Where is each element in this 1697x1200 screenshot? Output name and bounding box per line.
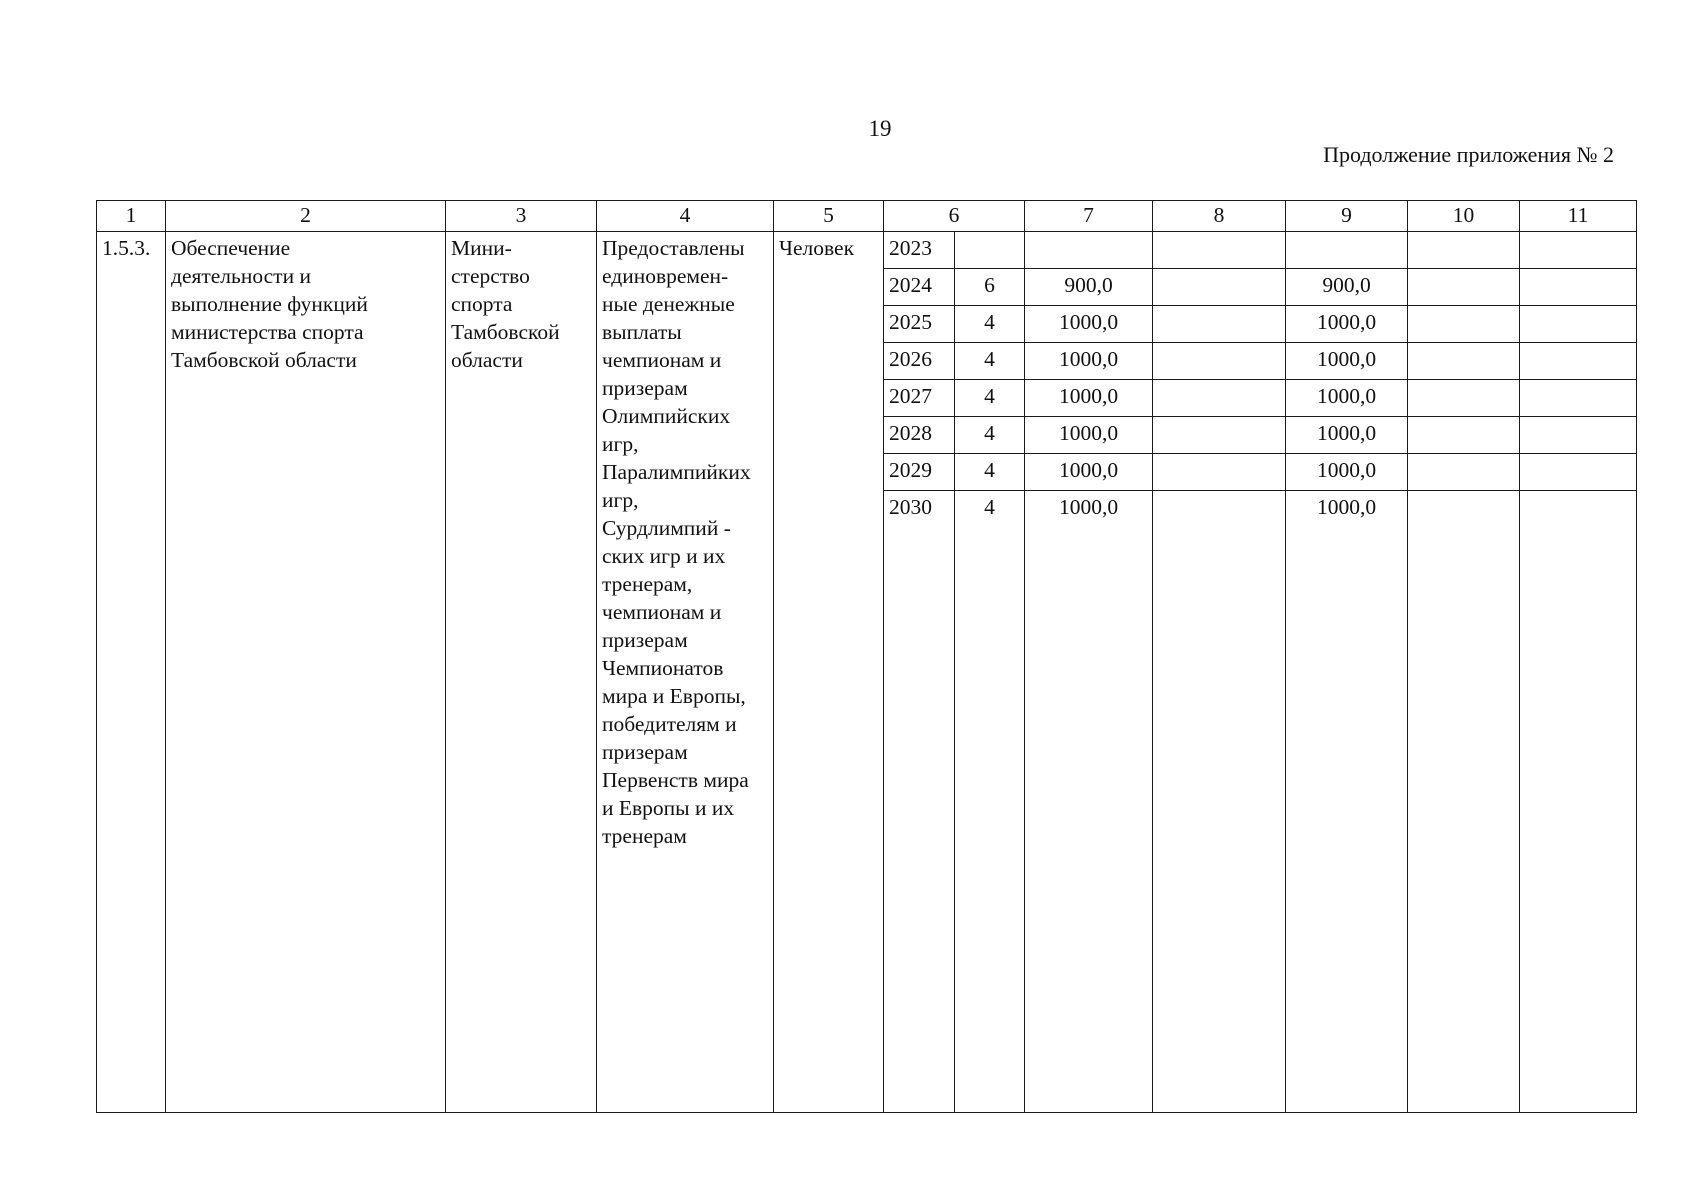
col9-cell: 1000,0 [1286,491,1408,1113]
col11-cell [1520,417,1637,454]
item-result-line: мира и Европы, [602,684,746,708]
appendix-continuation-note: Продолжение приложения № 2 [1323,142,1614,167]
year-cell: 2026 [884,343,955,380]
col8-cell [1153,343,1286,380]
col8-cell [1153,269,1286,306]
count-cell: 4 [955,417,1025,454]
col9-cell: 900,0 [1286,269,1408,306]
header-col-6: 6 [884,201,1025,232]
col7-cell: 1000,0 [1025,306,1153,343]
header-col-7: 7 [1025,201,1153,232]
item-result-line: призерам [602,628,688,652]
col7-cell: 900,0 [1025,269,1153,306]
item-result-line: Предоставлены [602,236,745,260]
year-cell: 2028 [884,417,955,454]
item-result-line: победителям и [602,712,737,736]
count-cell: 6 [955,269,1025,306]
count-cell: 4 [955,454,1025,491]
col11-cell [1520,232,1637,269]
col7-cell: 1000,0 [1025,380,1153,417]
item-name [166,232,446,1113]
col8-cell [1153,454,1286,491]
header-col-3: 3 [446,201,597,232]
item-executor-line: спорта [451,292,513,316]
item-result-line: тренерам, [602,572,693,596]
item-result-line: единовремен- [602,264,729,288]
year-cell: 2023 [884,232,955,269]
item-result-line: игр, [602,432,639,456]
col9-cell [1286,232,1408,269]
item-executor-line: области [451,348,523,372]
count-cell: 4 [955,380,1025,417]
col10-cell [1408,491,1520,1113]
item-result-line: и Европы и их [602,796,735,820]
year-cell: 2027 [884,380,955,417]
col7-cell: 1000,0 [1025,454,1153,491]
item-unit: Человек [774,232,884,1113]
item-result-line: ные денежные [602,292,735,316]
col11-cell [1520,491,1637,1113]
item-executor [446,232,597,1113]
col10-cell [1408,454,1520,491]
col9-cell: 1000,0 [1286,417,1408,454]
col9-cell: 1000,0 [1286,454,1408,491]
header-col-10: 10 [1408,201,1520,232]
item-result-line: Паралимпийких [602,460,751,484]
col8-cell [1153,491,1286,1113]
count-cell: 4 [955,306,1025,343]
col10-cell [1408,380,1520,417]
col11-cell [1520,380,1637,417]
col7-cell: 1000,0 [1025,417,1153,454]
table-row [97,232,1637,269]
item-result-line: выплаты [602,320,682,344]
year-cell: 2024 [884,269,955,306]
col8-cell [1153,417,1286,454]
col10-cell [1408,269,1520,306]
col10-cell [1408,343,1520,380]
item-result-line: игр, [602,488,639,512]
col8-cell [1153,232,1286,269]
col7-cell: 1000,0 [1025,491,1153,1113]
col9-cell: 1000,0 [1286,306,1408,343]
col9-cell: 1000,0 [1286,343,1408,380]
item-result-line: призерам [602,376,688,400]
header-col-2: 2 [166,201,446,232]
col11-cell [1520,269,1637,306]
count-cell: 4 [955,491,1025,1113]
item-result-line: ских игр и их [602,544,726,568]
col8-cell [1153,380,1286,417]
year-cell: 2030 [884,491,955,1113]
header-col-4: 4 [597,201,774,232]
year-cell: 2029 [884,454,955,491]
item-executor-line: Тамбовской [451,320,560,344]
col7-cell: 1000,0 [1025,343,1153,380]
item-result-line: Чемпионатов [602,656,724,680]
item-result-line: Первенств мира [602,768,749,792]
col10-cell [1408,306,1520,343]
page-number: 19 [868,116,892,141]
item-executor-line: Мини- [451,236,512,260]
appendix-table [96,200,1637,1113]
item-name-line: выполнение функций [171,292,368,316]
header-row [97,201,1637,232]
item-result-line: тренерам [602,824,687,848]
item-result-line: чемпионам и [602,600,722,624]
header-col-1: 1 [97,201,166,232]
header-col-9: 9 [1286,201,1408,232]
header-col-8: 8 [1153,201,1286,232]
col11-cell [1520,306,1637,343]
item-result [597,232,774,1113]
item-name-line: деятельности и [171,264,311,288]
col10-cell [1408,417,1520,454]
year-cell: 2025 [884,306,955,343]
item-result-line: чемпионам и [602,348,722,372]
item-result-line: Олимпийских [602,404,731,428]
col9-cell: 1000,0 [1286,380,1408,417]
col11-cell [1520,343,1637,380]
item-name-line: Тамбовской области [171,348,357,372]
col10-cell [1408,232,1520,269]
item-result-line: призерам [602,740,688,764]
count-cell: 4 [955,343,1025,380]
item-executor-line: стерство [451,264,530,288]
header-col-5: 5 [774,201,884,232]
item-result-line: Сурдлимпий - [602,516,731,540]
count-cell [955,232,1025,269]
col8-cell [1153,306,1286,343]
item-name-line: министерства спорта [171,320,364,344]
header-col-11: 11 [1520,201,1637,232]
col7-cell [1025,232,1153,269]
col11-cell [1520,454,1637,491]
item-code: 1.5.3. [97,232,166,1113]
item-name-line: Обеспечение [171,236,291,260]
